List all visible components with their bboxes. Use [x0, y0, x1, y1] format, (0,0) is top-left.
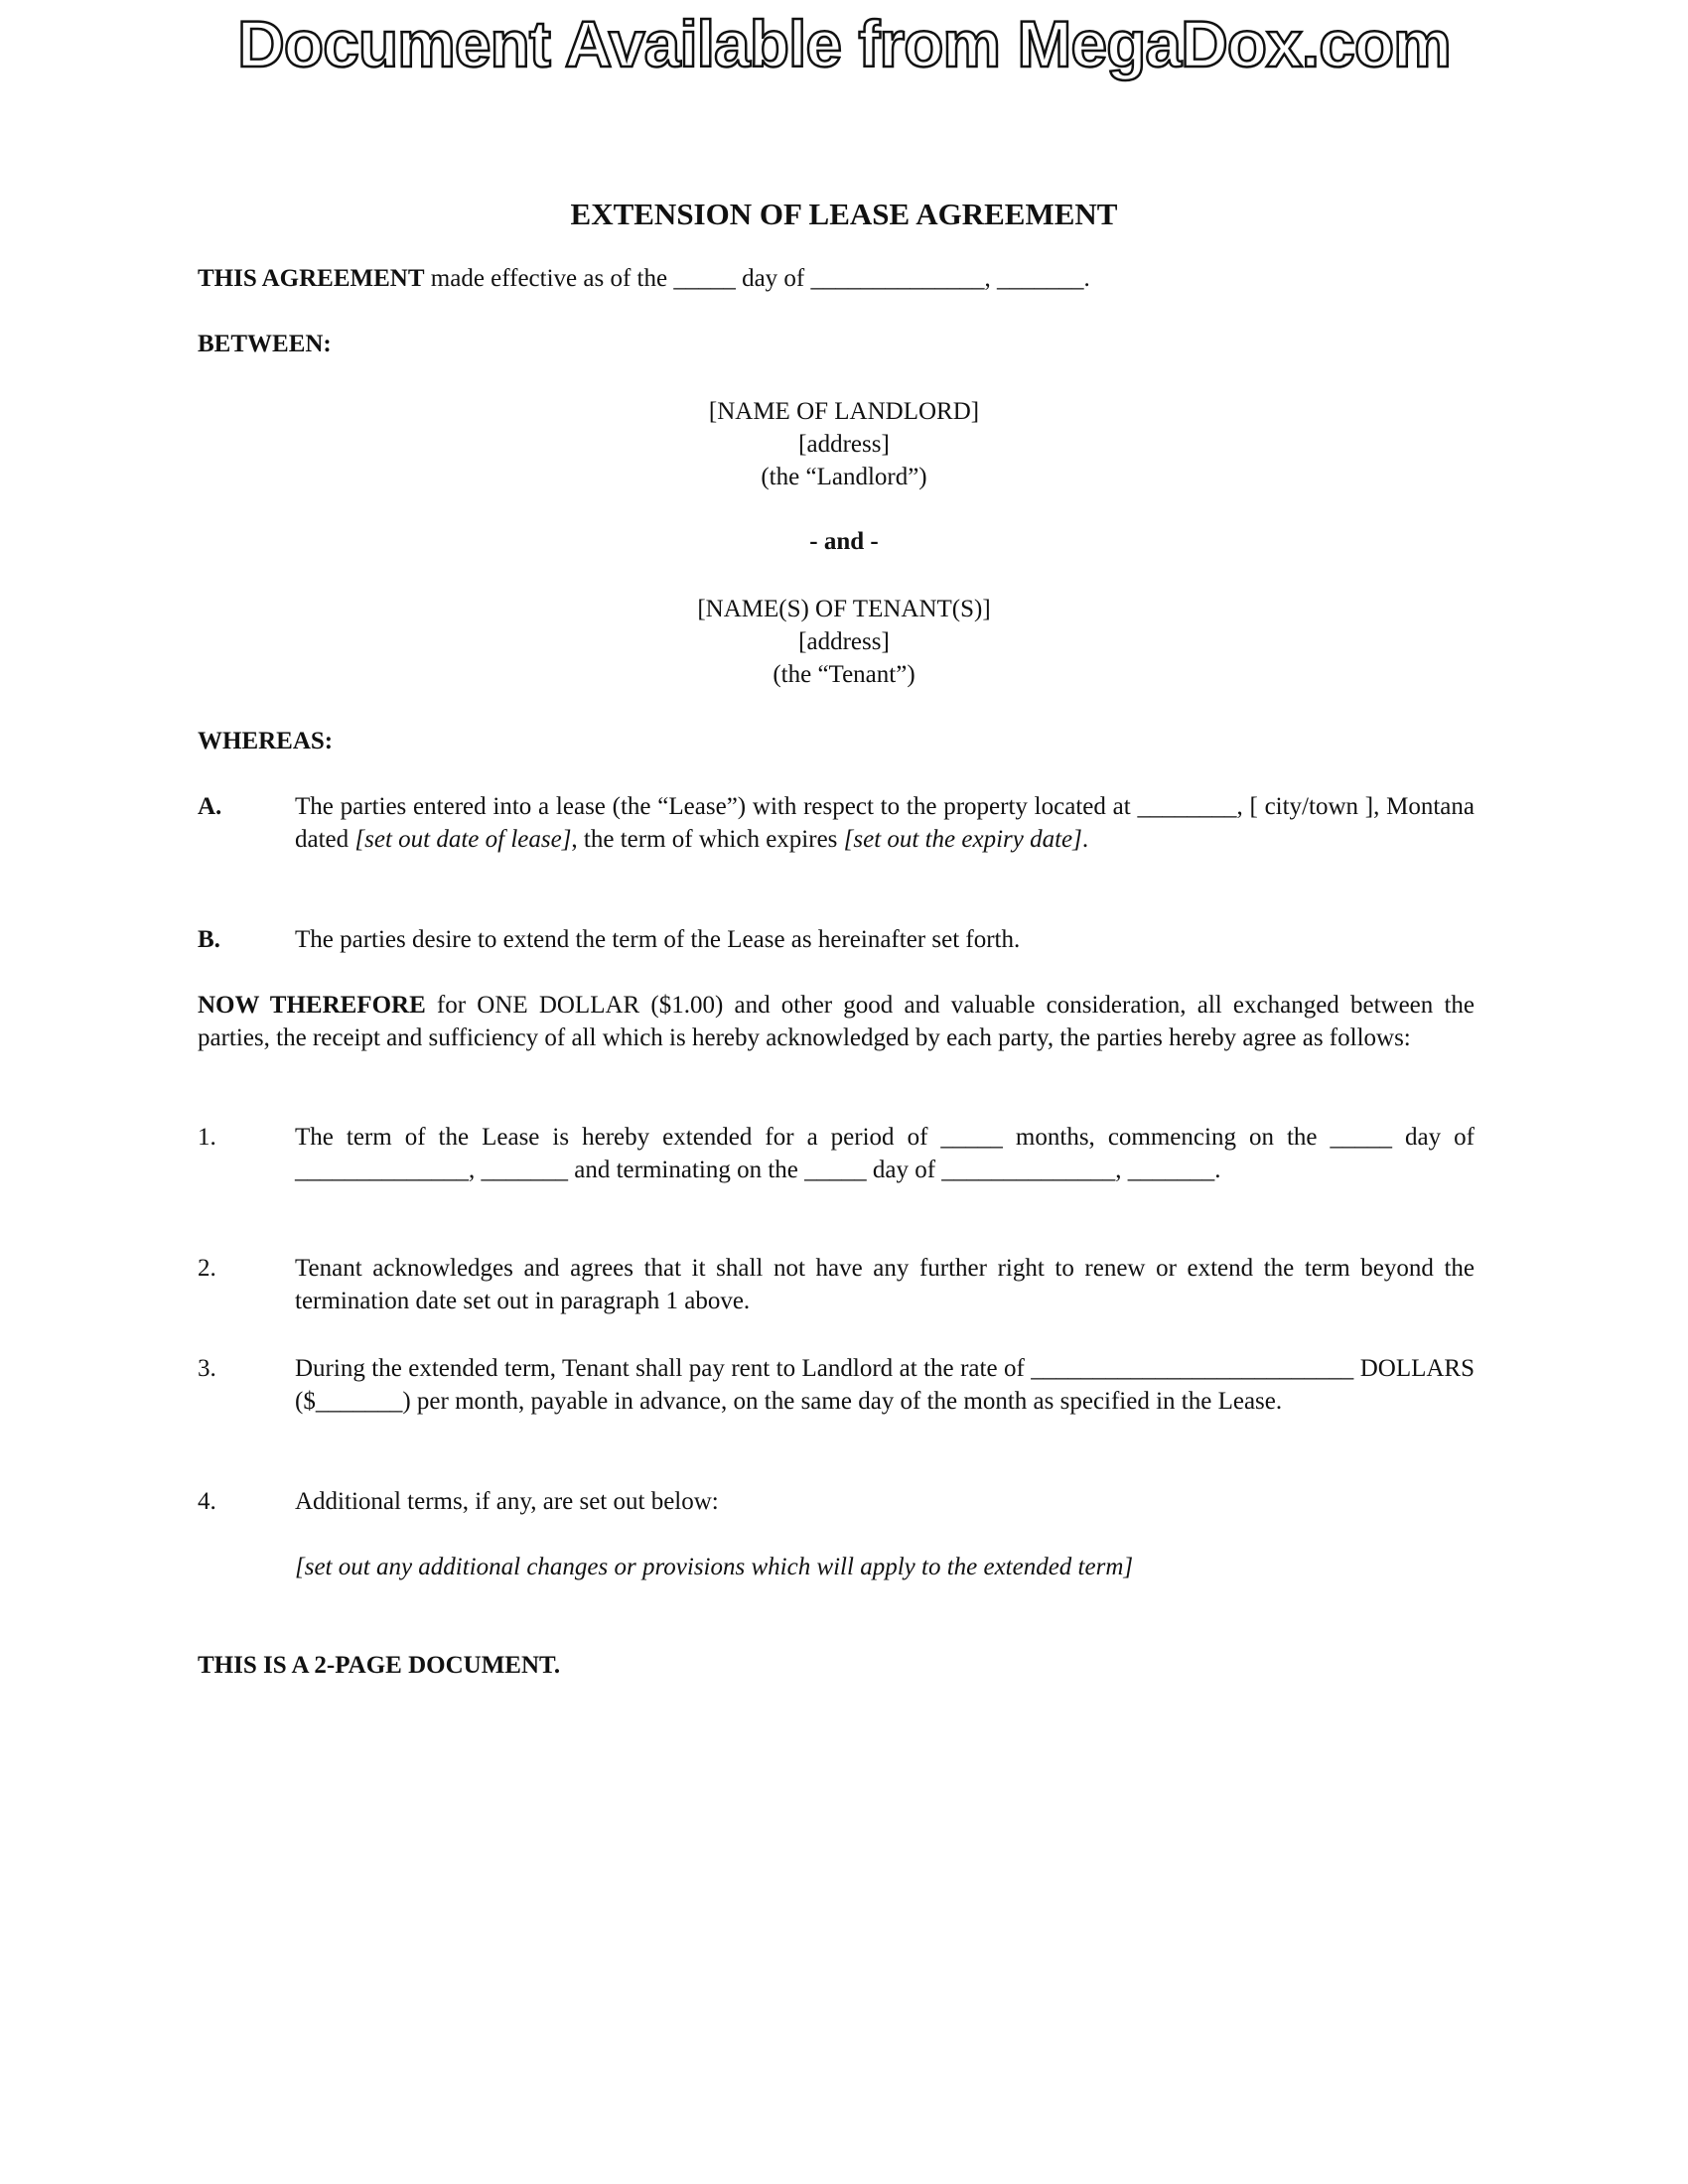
clause-2 [198, 1252, 1475, 1317]
watermark-banner: Document Available from MegaDox.com [237, 7, 1451, 80]
clause-3 [198, 1352, 1475, 1418]
recital-text: The parties entered into a lease (the “Lease”) with respect to the property located at ________, [ city/town ], Montana dated [295, 793, 1475, 853]
and-separator: - and - [809, 528, 879, 555]
recital-placeholder: [set out date of lease] [354, 826, 572, 853]
landlord-block [0, 395, 1688, 493]
recital-label: B. [198, 926, 220, 953]
clause-1 [198, 1121, 1475, 1186]
intro-paragraph [198, 262, 1475, 295]
now-therefore-text: for ONE DOLLAR ($1.00) and other good and valuable consideration, all exchanged between the parties, the receipt and sufficiency of all which is hereby acknowledged by each party, the parties hereby agree as follows: [198, 992, 1475, 1051]
recital-a [198, 790, 1475, 856]
clause-text: During the extended term, Tenant shall pay rent to Landlord at the rate of __________________________ DOLLARS ($_______) per month, payable in advance, on the same day of the month as specified in the Lease. [295, 1355, 1475, 1415]
between-heading: BETWEEN: [198, 331, 332, 357]
now-therefore-bold: NOW THEREFORE [198, 992, 426, 1019]
now-therefore-paragraph [198, 989, 1475, 1054]
recital-text: The parties desire to extend the term of the Lease as hereinafter set forth. [295, 926, 1021, 953]
page-count-notice: THIS IS A 2-PAGE DOCUMENT. [198, 1652, 561, 1679]
clause-text: Tenant acknowledges and agrees that it shall not have any further right to renew or extend the term beyond the termination date set out in paragraph 1 above. [295, 1255, 1475, 1314]
clause-label: 4. [198, 1488, 216, 1515]
landlord-label: (the “Landlord”) [761, 464, 927, 490]
document-title: EXTENSION OF LEASE AGREEMENT [570, 197, 1118, 231]
tenant-address: [address] [798, 628, 890, 655]
clause-text: The term of the Lease is hereby extended for a period of _____ months, commencing on the _____ day of ______________, _______ and terminating on the _____ day of ______________, _______. [295, 1124, 1475, 1183]
clause-label: 3. [198, 1355, 216, 1382]
recital-text: . [1081, 826, 1089, 853]
additional-terms-note: [set out any additional changes or provisions which will apply to the extended term] [295, 1554, 1134, 1580]
tenant-name: [NAME(S) OF TENANT(S)] [697, 596, 991, 622]
clause-4 [198, 1485, 1475, 1518]
recital-b [198, 923, 1475, 956]
tenant-label: (the “Tenant”) [773, 661, 915, 688]
tenant-block [0, 593, 1688, 691]
whereas-heading: WHEREAS: [198, 728, 334, 754]
clause-text: Additional terms, if any, are set out below: [295, 1488, 719, 1515]
recital-placeholder: [set out the expiry date] [843, 826, 1082, 853]
recital-label: A. [198, 793, 222, 820]
clause-label: 2. [198, 1255, 216, 1282]
clause-label: 1. [198, 1124, 216, 1151]
landlord-address: [address] [798, 431, 890, 458]
landlord-name: [NAME OF LANDLORD] [708, 398, 980, 425]
intro-text: made effective as of the _____ day of ______________, _______. [424, 265, 1090, 292]
recital-text: , the term of which expires [571, 826, 844, 853]
intro-bold: THIS AGREEMENT [198, 265, 425, 292]
